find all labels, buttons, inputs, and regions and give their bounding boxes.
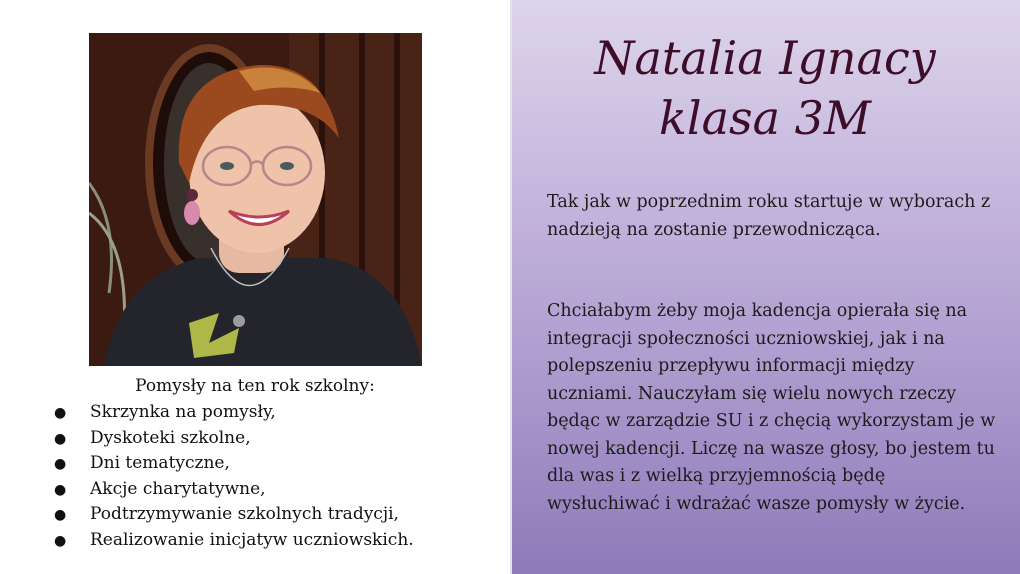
bullet-icon: ● — [54, 405, 67, 421]
list-item — [54, 502, 414, 528]
list-item — [54, 426, 414, 452]
list-item — [54, 451, 414, 477]
statement-paragraph-1: Tak jak w poprzednim roku startuje w wyborach z nadzieją na zostanie przewodnicząca. — [547, 192, 991, 240]
candidate-class: klasa 3M — [658, 91, 872, 145]
portrait-photo-icon — [89, 33, 422, 366]
list-item — [54, 400, 414, 426]
bullet-icon: ● — [54, 481, 67, 498]
statement-paragraph-2: Chciałabym żeby moja kadencja opierała się na integracji społeczności uczniowskiej, jak i na polepszeniu przepływu informacji między uczniami. Nauczyłam się wielu nowych rzeczy będąc w zarządzie SU i z chęcią wykorzystam je w nowej kadencji. Liczę na wasze głosy, bo jestem tu dla was i z wielką przyjemnością będę wysłuchiwać i wdrażać wasze pomysły w życie. — [547, 301, 996, 514]
idea-text: Podtrzymywanie szkolnych tradycji, — [90, 504, 399, 525]
bullet-icon: ● — [54, 507, 67, 524]
list-item — [54, 528, 414, 554]
idea-text: Skrzynka na pomysły, — [90, 402, 276, 422]
candidate-photo — [89, 33, 422, 366]
bullet-icon: ● — [54, 456, 67, 473]
idea-text: Realizowanie inicjatyw uczniowskich. — [90, 529, 414, 550]
ideas-list — [54, 400, 414, 554]
idea-text: Dni tematyczne, — [90, 453, 230, 474]
ideas-title: Pomysły na ten rok szkolny: — [135, 376, 375, 396]
bullet-icon: ● — [54, 532, 67, 549]
list-item — [54, 477, 414, 503]
candidate-name: Natalia Ignacy — [594, 31, 936, 85]
idea-text: Dyskoteki szkolne, — [90, 427, 251, 448]
bullet-icon: ● — [54, 430, 67, 447]
candidate-heading — [510, 28, 1020, 148]
idea-text: Akcje charytatywne, — [90, 478, 266, 499]
